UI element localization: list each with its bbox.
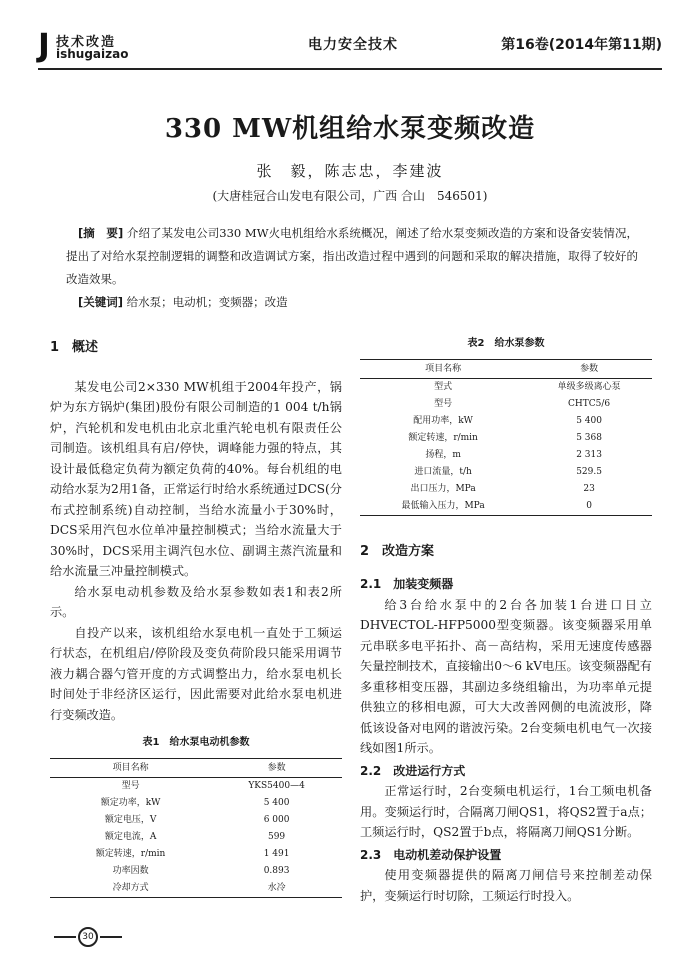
table-cell: 1 491: [263, 849, 290, 859]
abstract-label: [摘 要]: [78, 226, 124, 240]
table-cell: 额定电流，A: [104, 832, 157, 842]
table-row: [50, 846, 342, 863]
page-number-rule-right: [100, 936, 122, 938]
logo-letter: J: [38, 26, 50, 64]
section-1-paragraph-2: 给水泵电动机参数及给水泵参数如表1和表2所示。: [50, 584, 342, 619]
section-1-paragraph-3: 自投产以来，该机组给水泵电机一直处于工频运行状态，在机组启/停阶段及变负荷阶段只能采用调节液力耦合器勺管开度的方式调整出力，给水泵电机长时间处于非经济区运行，因此需要对此给水泵电机进行变频改造。: [50, 625, 342, 722]
section-2-3-heading: 2.3 电动机差动保护设置: [360, 847, 502, 862]
table-1: [50, 758, 342, 898]
table-cell: 5 400: [576, 416, 602, 426]
table-cell: YKS5400—4: [248, 781, 305, 791]
table-cell: 额定功率，kW: [100, 798, 161, 808]
keywords: [78, 294, 638, 310]
table-row: [50, 880, 342, 898]
table-row: [50, 812, 342, 829]
table-cell: 冷却方式: [50, 880, 211, 898]
table-cell: 5 368: [576, 433, 602, 443]
table-cell: 0: [526, 498, 652, 516]
table-cell: 23: [583, 484, 595, 494]
table-cell: 型式: [434, 382, 453, 392]
abstract: [66, 222, 638, 291]
table-cell: 型号: [121, 781, 140, 791]
section-1-paragraph-1: 某发电公司2×330 MW机组于2004年投产，锅炉为东方锅炉(集团)股份有限公司制造的1 004 t/h锅炉，汽轮机和发电机由北京北重汽轮电机有限责任公司制造。该机组具有启/停快，调峰能力强的特点，其设计最低稳定负荷为额定负荷的40%。每台机组的电动给水泵为2用1备，正常运行时给水系统通过DCS(分布式控制系统)自动控制，当给水流量小于30%时，DCS采用汽包水位单冲量控制模式；当给水流量大于30%时，DCS采用主调汽包水位、副调主蒸汽流量和给水流量三冲量控制模式。: [50, 379, 342, 578]
table-row: [360, 378, 652, 396]
page-header: [38, 28, 662, 68]
table-cell: 单级多级离心泵: [557, 382, 621, 392]
section-2-2-text: 正常运行时，2台变频电机运行，1台工频电机备用。变频运行时，合隔离刀闸QS1，将QS2置于a点；工频运行时，QS2置于b点，将隔离刀闸QS1分断。: [360, 784, 652, 839]
table-row: [360, 498, 652, 516]
table-2: [360, 359, 652, 516]
logo-cn-text: 技术改造: [56, 35, 117, 50]
table-row: [360, 447, 652, 464]
table-cell: 出口压力，MPa: [410, 484, 476, 494]
table-row: [360, 413, 652, 430]
table-cell: 6 000: [263, 815, 290, 825]
journal-logo: [38, 28, 168, 66]
table-row: [50, 829, 342, 846]
journal-name: 电力安全技术: [308, 37, 398, 53]
section-2-1-text: 给3台给水泵中的2台各加装1台进口日立DHVECTOL-HFP5000型变频器。该变频器采用单元串联多电平拓扑、高－高结构，采用无速度传感器矢量控制技术，直接输出0～6 kV电压。该变频器配有多重移相变压器，其副边多绕组输出，为功率单元提供独立的移相电源，可大大改善网侧的电流波形，降低该设备对电网的谐波污染。2台变频电机电气一次接线如图1所示。: [360, 597, 652, 755]
table-cell: 额定转速，r/min: [95, 849, 166, 859]
section-2-1-heading: 2.1 加装变频器: [360, 577, 454, 591]
section-2-2-heading: 2.2 改进运行方式: [360, 763, 466, 778]
authors: 张 毅，陈志忠，李建波: [256, 162, 444, 180]
table-cell: 扬程，m: [425, 450, 461, 460]
table-header-row: [360, 359, 652, 378]
table-row: [50, 777, 342, 795]
table-cell: 0.893: [263, 866, 290, 876]
table-cell: 进口流量，t/h: [414, 467, 472, 477]
logo-en-text: ishugaizao: [56, 47, 129, 61]
table-header-cell: 项目名称: [360, 359, 526, 378]
page-number-rule-left: [54, 936, 76, 938]
table-cell: 599: [267, 832, 286, 842]
table-cell: 水冷: [211, 880, 342, 898]
right-column: [360, 334, 652, 906]
section-2-heading: 2 改造方案: [360, 543, 435, 559]
table-cell: 额定电压，V: [104, 815, 157, 825]
table-row: [50, 863, 342, 880]
table-row: [360, 430, 652, 447]
table-row: [360, 464, 652, 481]
table-row: [360, 396, 652, 413]
table-cell: 配用功率，kW: [413, 416, 473, 426]
table-cell: 2 313: [576, 450, 602, 460]
affiliation: (大唐桂冠合山发电有限公司，广西 合山 546501): [212, 189, 488, 203]
header-rule: [38, 68, 662, 70]
keywords-text: 给水泵；电动机；变频器；改造: [126, 295, 288, 309]
table-cell: 最低输入压力，MPa: [360, 498, 526, 516]
table-cell: 5 400: [263, 798, 290, 808]
page-number: [54, 925, 124, 949]
paper-title: 330 MW机组给水泵变频改造: [164, 114, 536, 144]
table-cell: CHTC5/6: [568, 399, 611, 409]
table-header-cell: 参数: [211, 758, 342, 777]
table-header-cell: 项目名称: [50, 758, 211, 777]
table-cell: 功率因数: [112, 866, 149, 876]
keywords-label: [关键词]: [78, 295, 124, 309]
table-header-row: [50, 758, 342, 777]
section-2-3-text: 使用变频器提供的隔离刀闸信号来控制差动保护，变频运行时切除，工频运行时投入。: [360, 868, 652, 903]
table-cell: 额定转速，r/min: [408, 433, 478, 443]
left-column: [50, 338, 342, 908]
volume-info: 第16卷(2014年第11期): [501, 37, 662, 53]
table-row: [360, 481, 652, 498]
abstract-text: 介绍了某发电公司330 MW火电机组给水系统概况，阐述了给水泵变频改造的方案和设备安装情况，提出了对给水泵控制逻辑的调整和改造调试方案，指出改造过程中遇到的问题和采取的解决措施，取得了较好的改造效果。: [66, 226, 638, 286]
table-2-caption: 表2 给水泵参数: [467, 338, 545, 349]
section-1-heading: 1 概述: [50, 340, 99, 355]
table-cell: 型号: [434, 399, 453, 409]
table-header-cell: 参数: [526, 359, 652, 378]
table-row: [50, 795, 342, 812]
table-cell: 529.5: [576, 467, 602, 477]
page-number-circle: 30: [78, 927, 98, 947]
table-1-caption: 表1 给水泵电动机参数: [142, 737, 250, 748]
